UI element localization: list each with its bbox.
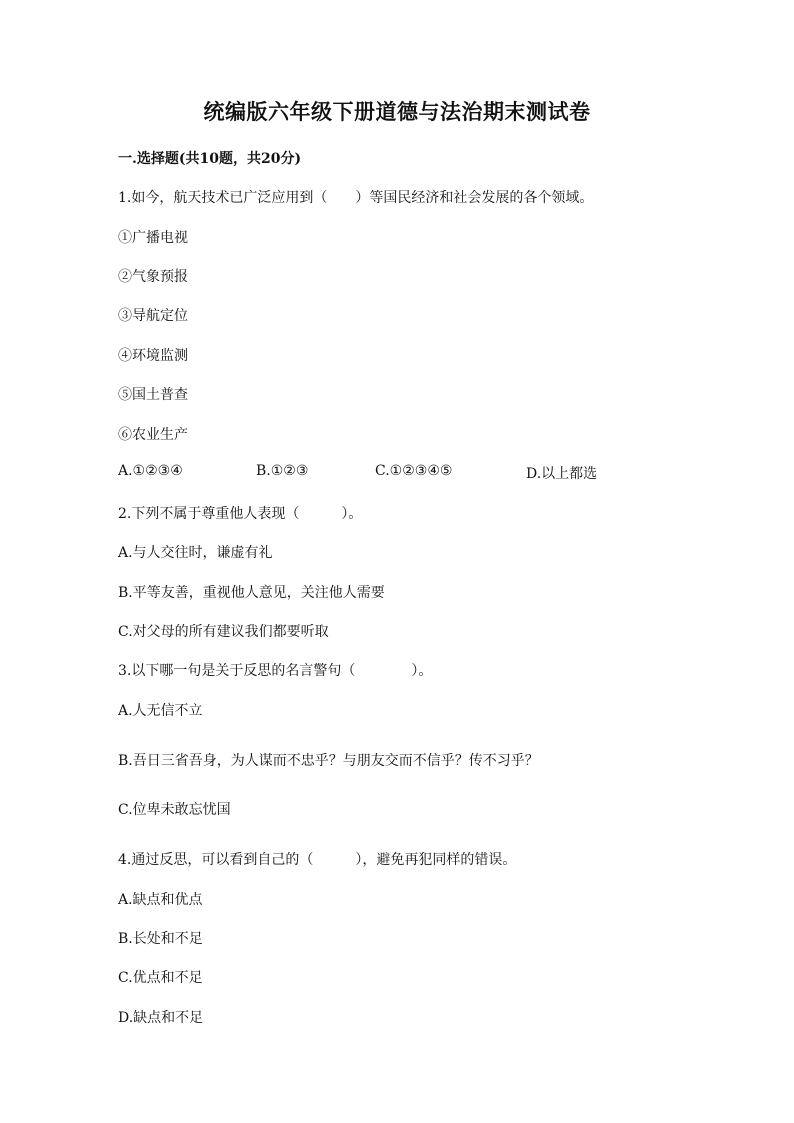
question-1-item: ⑥农业生产 bbox=[118, 427, 188, 443]
question-3-option: C.位卑未敢忘忧国 bbox=[118, 802, 231, 818]
question-2-option: C.对父母的所有建议我们都要听取 bbox=[118, 624, 329, 640]
option-c: C.①②③④⑤ bbox=[375, 463, 453, 479]
question-2-stem: 2.下列不属于尊重他人表现（ ）。 bbox=[118, 506, 363, 522]
section-heading: 一.选择题(共10题，共20分) bbox=[118, 151, 302, 167]
question-4-option: B.长处和不足 bbox=[118, 931, 203, 947]
question-2-option: A.与人交往时，谦虚有礼 bbox=[118, 545, 273, 561]
page-title: 统编版六年级下册道德与法治期末测试卷 bbox=[203, 99, 591, 124]
question-1-item: ④环境监测 bbox=[118, 348, 188, 364]
question-1-item: ③导航定位 bbox=[118, 308, 188, 324]
option-a: A.①②③④ bbox=[118, 463, 183, 479]
question-3-stem: 3.以下哪一句是关于反思的名言警句（ ）。 bbox=[118, 663, 433, 679]
question-4-option: C.优点和不足 bbox=[118, 970, 203, 986]
question-1-stem: 1.如今，航天技术已广泛应用到（ ）等国民经济和社会发展的各个领域。 bbox=[118, 190, 594, 206]
question-4-option: D.缺点和不足 bbox=[118, 1010, 204, 1026]
question-4-stem: 4.通过反思，可以看到自己的（ ），避免再犯同样的错误。 bbox=[118, 852, 517, 868]
question-1-item: ②气象预报 bbox=[118, 269, 188, 285]
option-b: B.①②③ bbox=[256, 463, 309, 479]
question-3-option: B.吾日三省吾身，为人谋而不忠乎？与朋友交而不信乎？传不习乎？ bbox=[118, 753, 539, 769]
question-1-item: ⑤国土普查 bbox=[118, 387, 188, 403]
question-4-option: A.缺点和优点 bbox=[118, 892, 203, 908]
question-1-item: ①广播电视 bbox=[118, 230, 188, 246]
question-2-option: B.平等友善，重视他人意见，关注他人需要 bbox=[118, 585, 385, 601]
question-3-option: A.人无信不立 bbox=[118, 703, 203, 719]
option-d: D.以上都选 bbox=[526, 466, 598, 482]
